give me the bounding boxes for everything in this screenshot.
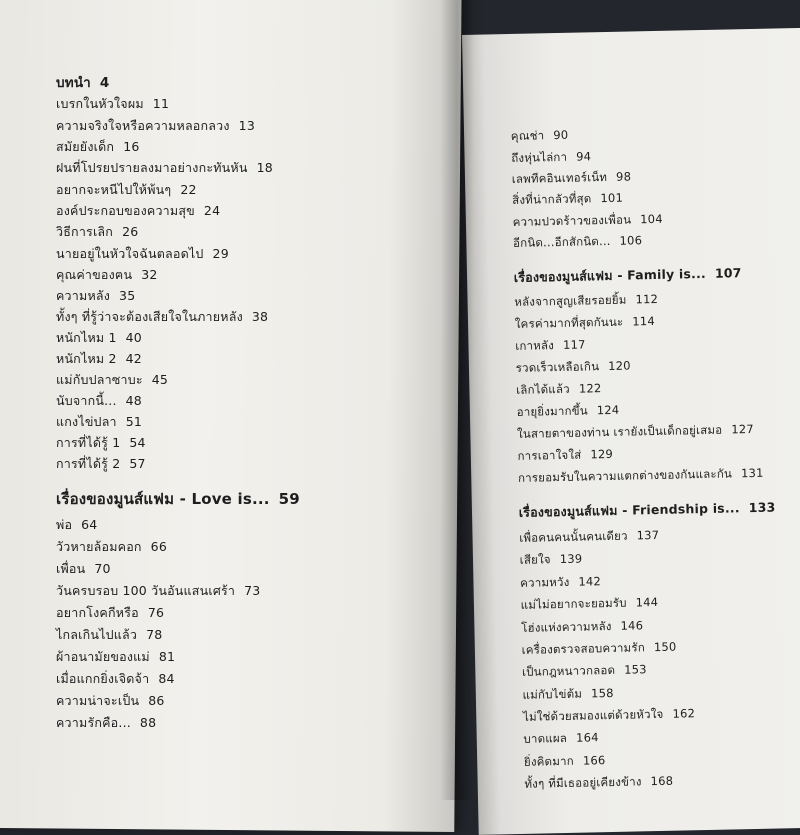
- toc-entry: [56, 222, 138, 242]
- toc-page-number: 131: [740, 465, 764, 481]
- toc-entry: [523, 705, 695, 727]
- toc-page-number: 106: [619, 233, 643, 248]
- toc-page-number: 107: [714, 265, 742, 281]
- toc-title: ไกลเกินไปแล้ว: [56, 627, 138, 642]
- toc-title: ความหลัง: [56, 288, 111, 303]
- toc-page-number: 164: [575, 730, 599, 745]
- toc-title: นายอยู่ในหัวใจฉันตลอดไป: [56, 246, 204, 261]
- toc-page-number: 142: [578, 574, 602, 589]
- toc-page-number: 26: [122, 224, 139, 239]
- toc-entry: [56, 559, 111, 579]
- toc-entry: [56, 201, 220, 221]
- toc-entry: [56, 180, 197, 200]
- toc-entry: [524, 773, 673, 794]
- toc-entry: [56, 349, 142, 369]
- toc-entry: [56, 244, 229, 264]
- toc-title: การเอาใจใส่: [517, 447, 582, 463]
- toc-entry: [520, 551, 583, 570]
- toc-entry: [513, 232, 642, 253]
- toc-title: ทั้งๆ ที่รู้ว่าจะต้องเสียใจในภายหลัง: [56, 309, 243, 324]
- toc-page-number: 22: [180, 182, 197, 197]
- toc-page-number: 144: [635, 594, 659, 610]
- toc-page-number: 129: [590, 446, 614, 462]
- toc-entry: [512, 190, 623, 210]
- toc-entry: [516, 402, 619, 422]
- toc-title: คุณช่า: [510, 128, 545, 143]
- toc-page-number: 146: [620, 618, 644, 633]
- toc-entry: [56, 454, 146, 474]
- toc-page-number: 16: [123, 139, 140, 154]
- toc-page-number: 45: [151, 372, 169, 387]
- toc-title: รวดเร็วเหลือเกิน: [515, 359, 600, 375]
- toc-page-number: 139: [559, 551, 583, 567]
- book-gutter-shadow: [440, 0, 474, 800]
- toc-entry: [511, 148, 591, 168]
- toc-page-number: 117: [562, 337, 586, 352]
- toc-page-number: 78: [146, 627, 163, 642]
- toc-page-number: 127: [731, 421, 754, 437]
- toc-title: บาดแผล: [523, 730, 568, 746]
- toc-entry: [516, 358, 631, 378]
- toc-page-number: 54: [129, 435, 146, 450]
- toc-page-number: 84: [158, 671, 175, 686]
- toc-page-number: 59: [278, 490, 300, 508]
- toc-entry: [521, 594, 659, 615]
- toc-page-number: 104: [640, 211, 663, 227]
- toc-title: ทั้งๆ ที่มีเธออยู่เคียงข้าง: [524, 774, 642, 791]
- toc-page-number: 137: [636, 527, 660, 543]
- toc-page-number: 168: [650, 773, 674, 789]
- toc-title: ถึงหุ่นไล่กา: [511, 149, 568, 165]
- toc-entry: [56, 581, 260, 601]
- toc-title: บทนำ: [56, 75, 91, 91]
- toc-page-number: 81: [158, 649, 176, 664]
- toc-title: หนักไหม 2: [56, 351, 117, 366]
- toc-page-number: 101: [600, 190, 624, 206]
- toc-title: แม่กับปลาซาบะ: [56, 372, 143, 387]
- toc-entry: [511, 127, 569, 146]
- toc-entry: [56, 691, 165, 711]
- toc-entry: [516, 380, 602, 400]
- toc-title: องค์ประกอบของความสุข: [56, 203, 195, 218]
- toc-entry: [56, 137, 140, 157]
- toc-heading: [56, 71, 109, 93]
- toc-title: เพื่อน: [56, 561, 86, 576]
- toc-entry: [56, 713, 156, 733]
- toc-title: เกาหลัง: [515, 338, 555, 353]
- toc-title: เป็นกฎหนาวกลอด: [521, 662, 616, 679]
- toc-title: การยอมรับในความแตกต่างของกันและกัน: [517, 466, 733, 485]
- toc-title: สิ่งที่น่ากลัวที่สุด: [512, 191, 592, 207]
- toc-entry: [522, 685, 613, 705]
- toc-page-number: 51: [125, 414, 143, 429]
- toc-title: เรื่องของมูนส์แฟม - Family is...: [513, 265, 707, 285]
- toc-page-number: 166: [582, 753, 606, 768]
- toc-title: อยากโงคกีหรือ: [56, 605, 139, 620]
- toc-page-number: 90: [553, 127, 569, 143]
- toc-page-number: 150: [653, 639, 677, 655]
- toc-title: ผ้าอนามัยของแม่: [56, 649, 150, 664]
- toc-entry: [520, 573, 601, 593]
- toc-title: อยากจะหนีไปให้พ้นๆ: [56, 182, 172, 197]
- toc-page-number: 76: [147, 605, 165, 620]
- toc-page-number: 98: [615, 169, 632, 184]
- toc-page-number: 64: [81, 517, 98, 532]
- toc-entry: [56, 286, 135, 306]
- toc-entry: [56, 603, 164, 623]
- toc-entry: [522, 661, 647, 682]
- toc-page-number: 114: [632, 313, 656, 329]
- toc-title: หลังจากสูญเสียรอยยิ้ม: [514, 292, 627, 309]
- toc-page-number: 153: [624, 662, 647, 677]
- toc-title: ใครค่ามากที่สุดกันนะ: [514, 314, 624, 331]
- toc-title: อายุยิ่งมากขึ้น: [516, 403, 588, 419]
- toc-entry: [56, 412, 142, 432]
- toc-page-number: 38: [251, 309, 269, 324]
- toc-title: เบรกในหัวใจผม: [56, 96, 144, 111]
- toc-entry: [512, 211, 662, 232]
- toc-title: ความรักคือ...: [56, 715, 131, 730]
- toc-page-number: 70: [94, 561, 111, 576]
- toc-page-number: 73: [244, 583, 261, 598]
- toc-page-number: 124: [596, 402, 620, 418]
- toc-page-number: 112: [635, 291, 659, 307]
- toc-page-number: 120: [608, 358, 631, 373]
- toc-entry: [56, 669, 175, 689]
- toc-title: ไม่ใช่ด้วยสมองแต่ด้วยหัวใจ: [522, 706, 664, 724]
- toc-page-number: 4: [99, 75, 110, 91]
- toc-entry: [56, 94, 169, 114]
- toc-entry: [523, 729, 599, 749]
- toc-page-number: 35: [119, 288, 136, 303]
- toc-entry: [524, 752, 606, 772]
- toc-title: เครื่องตรวจสอบความรัก: [521, 640, 646, 657]
- toc-entry: [512, 168, 632, 188]
- toc-title: ความจริงใจหรือความหลอกลวง: [56, 118, 230, 133]
- toc-page-number: 24: [203, 203, 221, 218]
- toc-title: ในสายตาของท่าน เรายังเป็นเด็กอยู่เสมอ: [516, 422, 723, 441]
- toc-page-number: 122: [578, 381, 602, 396]
- toc-entry: [56, 625, 162, 645]
- toc-entry: [521, 639, 676, 660]
- toc-entry: [56, 265, 158, 285]
- toc-page-number: 11: [152, 96, 170, 111]
- toc-entry: [56, 537, 167, 557]
- toc-page-number: 29: [212, 246, 229, 261]
- toc-entry: [56, 515, 97, 535]
- toc-title: คุณค่าของฅน: [56, 267, 133, 282]
- toc-entry: [514, 291, 658, 312]
- toc-heading: [56, 487, 300, 511]
- toc-title: หนักไหม 1: [56, 330, 117, 345]
- toc-entry: [56, 116, 255, 136]
- toc-entry: [56, 307, 268, 327]
- toc-entry: [521, 617, 643, 638]
- toc-title: การที่ได้รู้ 2: [56, 456, 121, 471]
- toc-title: นับจากนี้...: [56, 393, 117, 408]
- toc-page-number: 42: [125, 351, 142, 366]
- toc-title: เรื่องของมูนส์แฟม - Love is...: [56, 490, 270, 508]
- toc-entry: [515, 313, 655, 334]
- toc-title: แม่กับไข่ต้ม: [522, 686, 583, 702]
- toc-title: สมัยยังเด็ก: [56, 139, 115, 154]
- toc-entry: [56, 391, 142, 411]
- toc-title: ยิ่งคิดมาก: [523, 753, 575, 769]
- toc-page-number: 158: [590, 685, 614, 701]
- toc-entry: [519, 527, 659, 548]
- toc-title: เรื่องของมูนส์แฟม - Friendship is...: [518, 500, 740, 520]
- toc-page-number: 18: [256, 160, 273, 175]
- toc-title: วันครบรอบ 100 วันอันแสนเศร้า: [56, 583, 236, 598]
- toc-page-number: 66: [150, 539, 167, 554]
- toc-page-number: 133: [748, 499, 776, 516]
- toc-title: ความน่าจะเป็น: [56, 693, 140, 708]
- toc-page-number: 162: [672, 706, 696, 721]
- toc-page-number: 32: [141, 267, 158, 282]
- toc-page-number: 94: [576, 149, 592, 164]
- toc-title: โฮ่งแห่งความหลัง: [521, 618, 612, 635]
- toc-title: เลิกได้แล้ว: [516, 381, 571, 397]
- toc-entry: [56, 328, 142, 348]
- toc-title: เพื่อคนคนนั้นคนเดียว: [519, 528, 628, 545]
- toc-title: ความปวดร้าวของเพื่อน: [512, 212, 632, 229]
- toc-page-number: 57: [129, 456, 146, 471]
- toc-title: วัวหายล้อมคอก: [56, 539, 142, 554]
- toc-page-number: 40: [125, 330, 142, 345]
- toc-entry: [56, 433, 146, 453]
- toc-page-number: 13: [238, 118, 255, 133]
- toc-entry: [517, 446, 613, 466]
- toc-entry: [56, 647, 175, 667]
- toc-entry: [56, 370, 168, 390]
- toc-title: อีกนิด...อีกสักนิด...: [512, 233, 611, 250]
- toc-title: ฝนที่โปรยปรายลงมาอย่างกะทันหัน: [56, 160, 248, 175]
- toc-page-number: 88: [139, 715, 157, 730]
- toc-entry: [56, 158, 273, 178]
- toc-title: เสียใจ: [519, 552, 551, 567]
- toc-title: วิธีการเลิก: [56, 224, 114, 239]
- toc-title: ความหวัง: [520, 574, 570, 590]
- toc-entry: [515, 336, 586, 355]
- toc-title: เลพทีคอินเทอร์เน็ท: [511, 169, 608, 186]
- toc-title: พ่อ: [56, 517, 73, 532]
- toc-title: แกงไข่ปลา: [56, 414, 117, 429]
- toc-title: เมื่อแกกยิ่งเจิดจ้า: [56, 671, 150, 686]
- toc-page-number: 48: [125, 393, 142, 408]
- toc-title: แม่ไม่อยากจะยอมรับ: [520, 595, 627, 612]
- toc-page-number: 86: [148, 693, 165, 708]
- toc-title: การที่ได้รู้ 1: [56, 435, 121, 450]
